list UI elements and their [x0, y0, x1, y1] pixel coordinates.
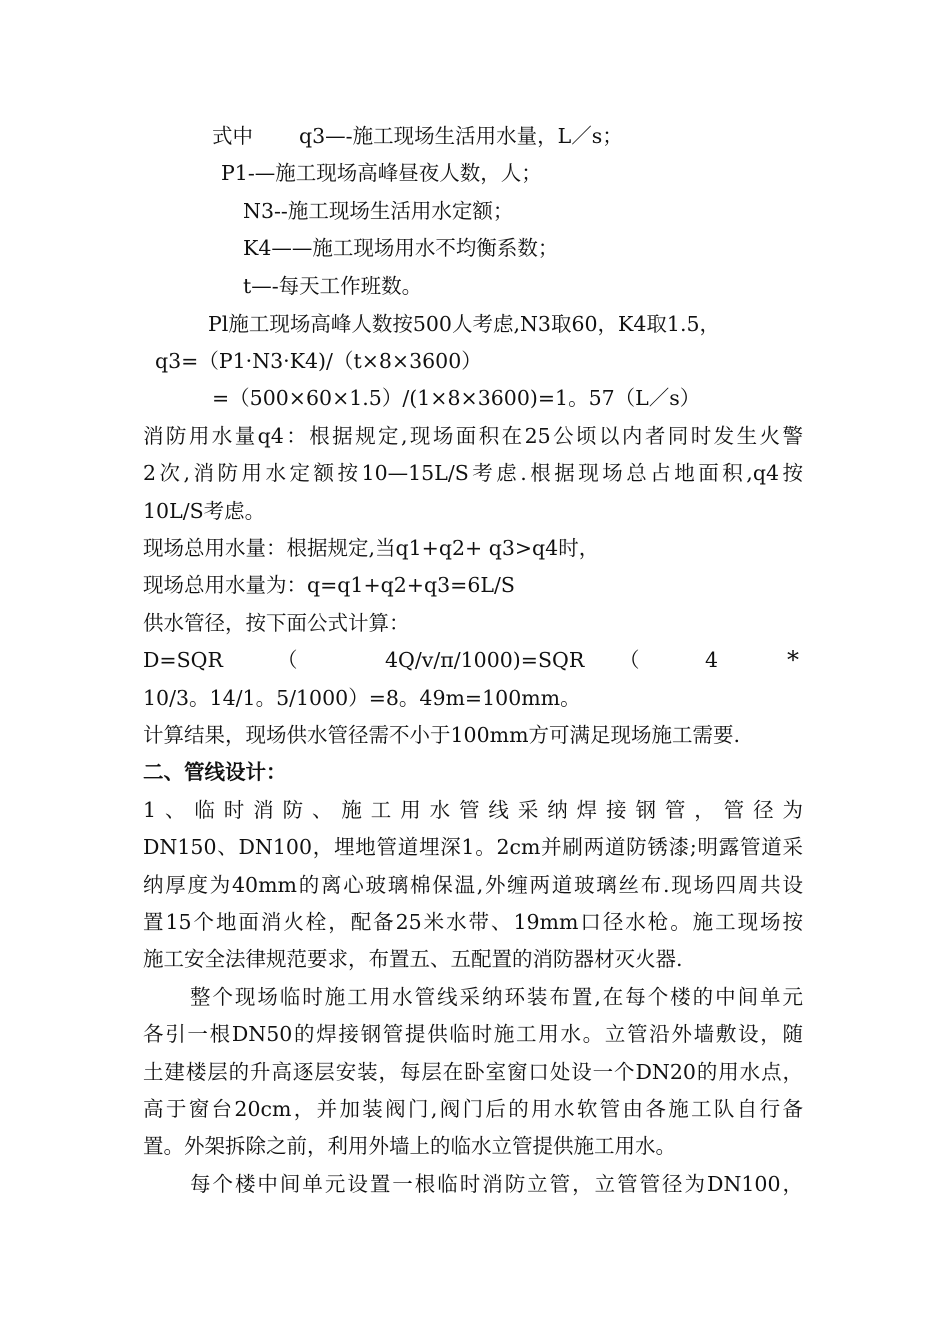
formula-part-3: 4Q/v/π/1000)=SQR — [385, 648, 585, 672]
pipe-diameter-formula — [143, 645, 803, 675]
paragraph-1-line-1: 1、临时消防、施工用水管线采纳焊接钢管，管径为 — [143, 798, 803, 822]
paragraph-2-line-1: 整个现场临时施工用水管线采纳环装布置,在每个楼的中间单元 — [190, 985, 803, 1009]
calc-formula-q3: q3=（P1·N3·K4)/（t×8×3600） — [155, 349, 482, 373]
formula-part-5: 4 — [705, 648, 719, 672]
paragraph-2-line-4: 高于窗台20cm，并加装阀门,阀门后的用水软管由各施工队自行备 — [143, 1097, 803, 1121]
formula-part-4: （ — [619, 648, 640, 672]
definition-q3: q3—-施工现场生活用水量，L／s； — [299, 124, 623, 148]
total-water-line-2: 现场总用水量为：q=q1+q2+q3=6L/S — [143, 573, 515, 597]
section-heading-pipeline-design: 二、管线设计： — [143, 760, 287, 784]
pipe-diameter-intro: 供水管径，按下面公式计算： — [143, 611, 410, 635]
paragraph-2-line-5: 置。外架拆除之前，利用外墙上的临水立管提供施工用水。 — [143, 1134, 676, 1158]
paragraph-1-line-5: 施工安全法律规范要求，布置五、五配置的消防器材灭火器. — [143, 947, 683, 971]
calc-assumption: Pl施工现场高峰人数按500人考虑,N3取60，K4取1.5， — [208, 312, 721, 336]
pipe-diameter-formula-cont: 10/3。14/1。5/1000）=8。49m=100mm。 — [143, 686, 581, 710]
paragraph-3-line-1: 每个楼中间单元设置一根临时消防立管，立管管径为DN100， — [190, 1172, 803, 1196]
paragraph-2-line-3: 土建楼层的升高逐层安装，每层在卧室窗口处设一个DN20的用水点， — [143, 1060, 803, 1084]
calc-result-q3: =（500×60×1.5）/(1×8×3600)=1。57（L／s） — [212, 386, 701, 410]
paragraph-1-line-4: 置15个地面消火栓，配备25米水带、19mm口径水枪。施工现场按 — [143, 910, 803, 934]
definition-n3: N3--施工现场生活用水定额； — [243, 199, 514, 223]
definition-k4: K4——施工现场用水不均衡系数； — [243, 236, 559, 260]
paragraph-2-line-2: 各引一根DN50的焊接钢管提供临时施工用水。立管沿外墙敷设，随 — [143, 1022, 803, 1046]
definition-p1: P1-—施工现场高峰昼夜人数，人； — [221, 161, 542, 185]
total-water-line-1: 现场总用水量：根据规定,当q1+q2+ q3>q4时， — [143, 536, 600, 560]
pipe-diameter-conclusion: 计算结果，现场供水管径需不小于100mm方可满足现场施工需要. — [143, 723, 741, 747]
fire-water-line-3: 10L/S考虑。 — [143, 499, 266, 523]
fire-water-line-1: 消防用水量q4：根据规定,现场面积在25公顷以内者同时发生火警 — [143, 424, 803, 448]
definition-label: 式中 — [212, 124, 253, 148]
formula-part-2: （ — [277, 648, 298, 672]
formula-part-6: * — [787, 646, 799, 674]
paragraph-1-line-2: DN150、DN100，埋地管道埋深1。2cm并刷两道防锈漆;明露管道采 — [143, 835, 803, 859]
definition-t: t—-每天工作班数。 — [243, 274, 423, 298]
formula-part-1: D=SQR — [143, 648, 223, 672]
paragraph-1-line-3: 纳厚度为40mm的离心玻璃棉保温,外缠两道玻璃丝布.现场四周共设 — [143, 873, 803, 897]
fire-water-line-2: 2次,消防用水定额按10—15L/S考虑.根据现场总占地面积,q4按 — [143, 461, 803, 485]
